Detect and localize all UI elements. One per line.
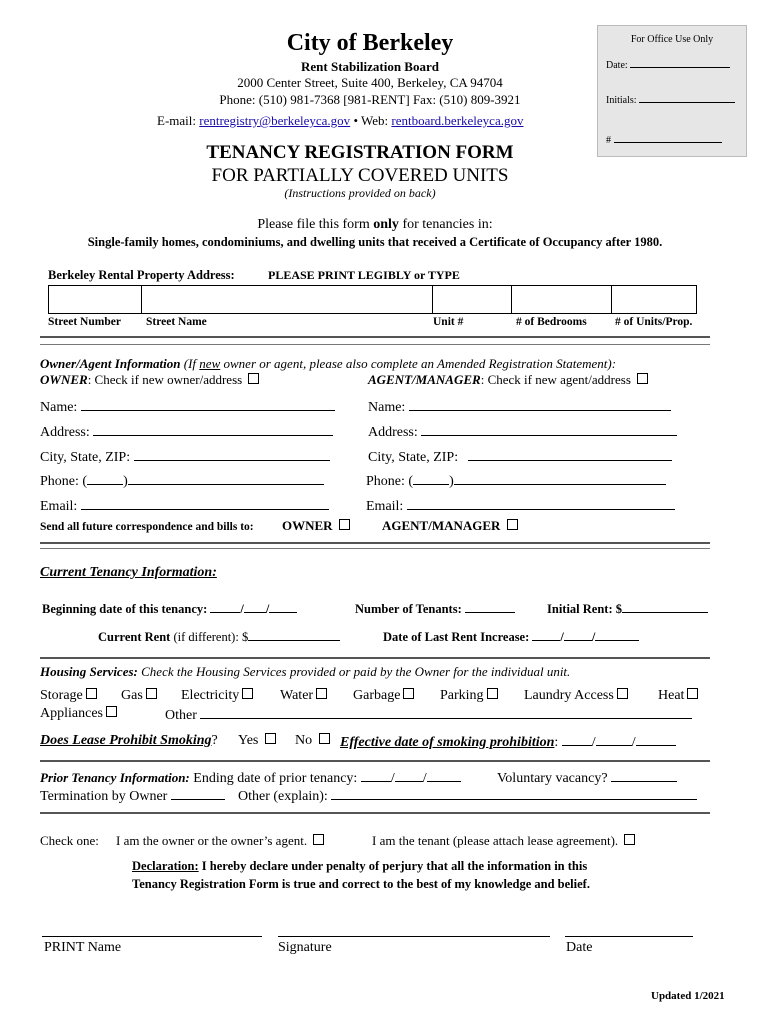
agent-city-field[interactable]: City, State, ZIP: — [368, 448, 672, 466]
agent-address-field[interactable]: Address: — [368, 423, 677, 441]
storage-checkbox[interactable] — [86, 688, 97, 699]
owner-agent-checkbox[interactable] — [313, 834, 324, 845]
email-link[interactable]: rentregistry@berkeleyca.gov — [199, 113, 351, 128]
office-address: 2000 Center Street, Suite 400, Berkeley, CA 94704 — [237, 75, 503, 90]
service-parking[interactable]: Parking — [440, 688, 498, 704]
divider — [40, 812, 710, 814]
instructions-note: (Instructions provided on back) — [284, 186, 436, 200]
form-title: TENANCY REGISTRATION FORM — [206, 142, 514, 163]
last-increase-date-field[interactable]: Date of Last Rent Increase: / / — [383, 628, 639, 645]
number-of-tenants-field[interactable]: Number of Tenants: — [355, 600, 515, 617]
bedrooms-cell[interactable] — [512, 286, 612, 314]
signature-line[interactable] — [278, 936, 550, 937]
col-street-number: Street Number — [48, 316, 121, 328]
agent-new-checkbox[interactable] — [637, 373, 648, 384]
send-agent-checkbox[interactable] — [507, 519, 518, 530]
city-title: City of Berkeley — [286, 30, 454, 56]
agent-new-check[interactable]: AGENT/MANAGER: Check if new agent/address — [368, 372, 648, 388]
tenant-option[interactable]: I am the tenant (please attach lease agreement). — [372, 833, 635, 849]
service-garbage[interactable]: Garbage — [353, 688, 414, 704]
owner-name-field[interactable]: Name: — [40, 398, 335, 416]
board-name: Rent Stabilization Board — [301, 59, 439, 74]
divider — [40, 760, 710, 762]
print-name-line[interactable] — [42, 936, 262, 937]
beginning-date-field[interactable]: Beginning date of this tenancy: / / — [42, 600, 297, 617]
street-name-cell[interactable] — [142, 286, 433, 314]
office-initials-field[interactable]: Initials: — [606, 94, 735, 106]
office-use-box — [597, 25, 747, 157]
smoking-yes-checkbox[interactable] — [265, 733, 276, 744]
agent-email-field[interactable]: Email: — [366, 497, 675, 515]
owner-phone-field[interactable]: Phone: ( ) — [40, 472, 324, 490]
send-correspondence-label: Send all future correspondence and bills to: — [40, 521, 254, 533]
unit-number-cell[interactable] — [433, 286, 512, 314]
smoking-question: Does Lease Prohibit Smoking? — [40, 733, 218, 748]
service-storage[interactable]: Storage — [40, 688, 97, 704]
divider — [40, 336, 710, 338]
declaration-text: Declaration: I hereby declare under penalty of perjury that all the information in this — [132, 859, 588, 873]
owner-email-field[interactable]: Email: — [40, 497, 329, 515]
service-appliances[interactable]: Appliances — [40, 706, 117, 722]
office-use-title: For Office Use Only — [630, 34, 714, 45]
tenant-checkbox[interactable] — [624, 834, 635, 845]
divider — [40, 657, 710, 659]
laundry-checkbox[interactable] — [617, 688, 628, 699]
service-other-field[interactable]: Other — [165, 706, 692, 724]
smoking-no-checkbox[interactable] — [319, 733, 330, 744]
office-number-field[interactable]: # — [606, 134, 722, 146]
owner-agent-heading: Owner/Agent Information (If new owner or agent, please also complete an Amended Registration Statement): — [40, 356, 617, 371]
date-line[interactable] — [565, 936, 693, 937]
check-one-label: Check one: — [40, 833, 99, 848]
print-name-label: PRINT Name — [44, 940, 122, 955]
date-label: Date — [566, 940, 593, 955]
send-to-owner-option[interactable]: OWNER — [282, 518, 350, 534]
col-street-name: Street Name — [146, 316, 207, 328]
contact-line: E-mail: rentregistry@berkeleyca.gov • Web: rentboard.berkeleyca.gov — [157, 113, 524, 128]
col-units: # of Units/Prop. — [615, 316, 693, 328]
electricity-checkbox[interactable] — [242, 688, 253, 699]
service-electricity[interactable]: Electricity — [181, 688, 253, 704]
initial-rent-field[interactable]: Initial Rent: $ — [547, 600, 708, 617]
property-address-table — [48, 285, 697, 314]
divider — [40, 548, 710, 549]
appliances-checkbox[interactable] — [106, 706, 117, 717]
prior-other-explain-field[interactable]: Other (explain): — [238, 787, 697, 805]
current-rent-field[interactable]: Current Rent (if different): $ — [98, 628, 340, 645]
send-to-agent-option[interactable]: AGENT/MANAGER — [382, 518, 518, 534]
units-per-property-cell[interactable] — [612, 286, 697, 314]
print-legibly-note: PLEASE PRINT LEGIBLY or TYPE — [268, 268, 460, 282]
qualifier-text: Single-family homes, condominiums, and dwelling units that received a Certificate of Occupancy after 1980. — [87, 235, 663, 249]
file-instruction: Please file this form only for tenancies in: — [257, 217, 493, 232]
divider — [40, 344, 710, 345]
service-water[interactable]: Water — [280, 688, 327, 704]
gas-checkbox[interactable] — [146, 688, 157, 699]
garbage-checkbox[interactable] — [403, 688, 414, 699]
agent-phone-field[interactable]: Phone: ( ) — [366, 472, 666, 490]
updated-date: Updated 1/2021 — [651, 990, 725, 1002]
service-heat[interactable]: Heat — [658, 688, 698, 704]
divider — [40, 542, 710, 544]
signature-label: Signature — [278, 940, 332, 955]
heat-checkbox[interactable] — [687, 688, 698, 699]
owner-agent-option[interactable]: I am the owner or the owner’s agent. — [116, 833, 324, 849]
office-date-field[interactable]: Date: — [606, 59, 730, 71]
parking-checkbox[interactable] — [487, 688, 498, 699]
voluntary-vacancy-field[interactable]: Voluntary vacancy? — [497, 769, 677, 787]
owner-new-checkbox[interactable] — [248, 373, 259, 384]
smoking-no-option[interactable]: No — [295, 733, 330, 749]
street-number-cell[interactable] — [49, 286, 142, 314]
declaration-text-continued: Tenancy Registration Form is true and correct to the best of my knowledge and belief. — [132, 877, 590, 891]
web-link[interactable]: rentboard.berkeleyca.gov — [391, 113, 524, 128]
water-checkbox[interactable] — [316, 688, 327, 699]
col-unit: Unit # — [433, 316, 464, 328]
smoking-yes-option[interactable]: Yes — [238, 733, 276, 749]
form-subtitle: FOR PARTIALLY COVERED UNITS — [211, 165, 509, 186]
owner-new-check[interactable]: OWNER: Check if new owner/address — [40, 372, 259, 388]
col-bedrooms: # of Bedrooms — [516, 316, 587, 328]
property-address-label: Berkeley Rental Property Address: — [48, 268, 235, 282]
service-laundry[interactable]: Laundry Access — [524, 688, 628, 704]
owner-address-field[interactable]: Address: — [40, 423, 333, 441]
smoking-effective-date-field[interactable]: Effective date of smoking prohibition: / / — [340, 733, 676, 751]
prior-tenancy-ending-field[interactable]: Prior Tenancy Information: Ending date of prior tenancy: / / — [40, 769, 461, 787]
phone-fax: Phone: (510) 981-7368 [981-RENT] Fax: (510) 809-3921 — [219, 92, 521, 107]
agent-name-field[interactable]: Name: — [368, 398, 671, 416]
termination-by-owner-field[interactable]: Termination by Owner — [40, 787, 225, 805]
housing-services-heading: Housing Services: Check the Housing Services provided or paid by the Owner for the individual unit. — [40, 664, 571, 679]
owner-city-field[interactable]: City, State, ZIP: — [40, 448, 330, 466]
send-owner-checkbox[interactable] — [339, 519, 350, 530]
current-tenancy-heading: Current Tenancy Information: — [40, 565, 217, 580]
service-gas[interactable]: Gas — [121, 688, 157, 704]
